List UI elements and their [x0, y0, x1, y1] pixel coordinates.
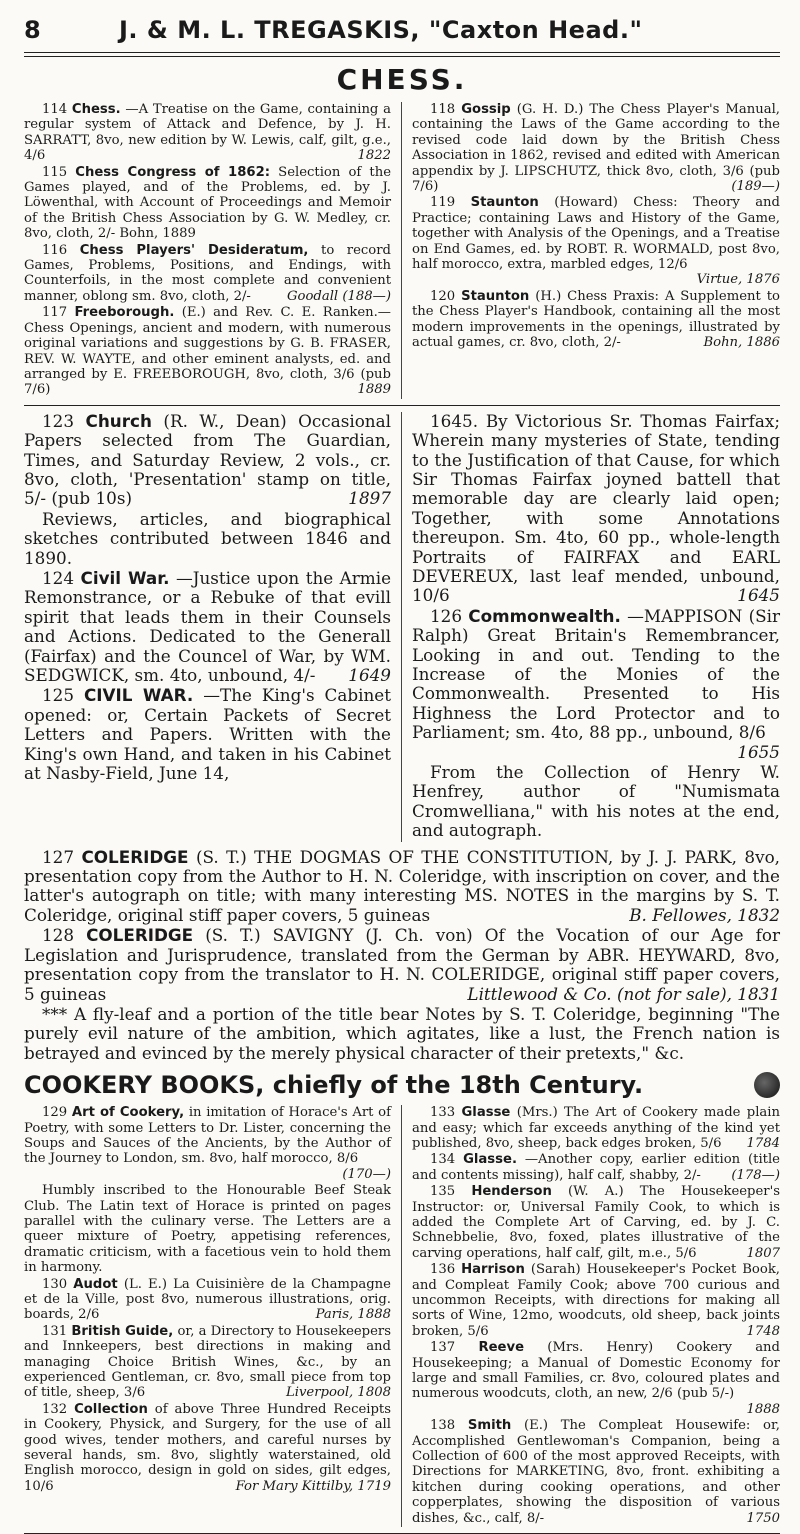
- entry-heading: Audot: [73, 1276, 118, 1292]
- entry-heading: Staunton: [461, 288, 530, 304]
- entry-imprint: 1645: [737, 585, 780, 606]
- entry-heading: Art of Cookery,: [71, 1105, 185, 1121]
- entry-number: 117: [42, 305, 68, 321]
- chess-divider: [24, 405, 780, 406]
- entry-text: —A Treatise on the Game, containing a regular system of Attack and Defence, by J. H. SARRATT, 8vo, new edition by W. Lewis, calf, gilt, g.e., 4/6: [24, 102, 391, 164]
- catalogue-entry: [24, 1005, 780, 1063]
- entry-heading: British Guide,: [71, 1323, 174, 1339]
- catalogue-entry: [412, 763, 780, 841]
- catalogue-entry: [24, 243, 391, 305]
- entry-imprint: 1750: [746, 1510, 780, 1526]
- entry-imprint: 1784: [746, 1135, 780, 1151]
- entry-text: (E.) and Rev. C. E. Ranken.—Chess Openings, ancient and modern, with numerous original variations and suggestions by G. B. FRASER, REV. W. WAYTE, and other eminent analysts, ed. and arranged by E. FREEBOROUGH, 8vo, cloth, 3/6 (pub 7/6): [24, 305, 391, 398]
- entry-text: in imitation of Horace's Art of Poetry, with some Letters to Dr. Lister, concerning the Soups and Sauces of the Ancients, by the Author of the Journey to London, sm. 8vo, half morocco, 8/6: [24, 1105, 391, 1167]
- entry-imprint: Littlewood & Co. (not for sale), 1831: [467, 983, 780, 1004]
- catalogue-entry: [24, 102, 391, 164]
- entry-text: (R. W., Dean) Occasional Papers selected from The Guardian, Times, and Saturday Review, 2 vols., cr. 8vo, cloth, 'Presentation' stamp on title, 5/- (pub 10s): [24, 410, 391, 509]
- entry-number: 130: [42, 1276, 68, 1292]
- entry-number: 133: [430, 1105, 456, 1121]
- entry-heading: Chess Players' Desideratum,: [79, 242, 309, 258]
- entry-text: (S. T.) THE DOGMAS OF THE CONSTITUTION, by J. J. PARK, 8vo, presentation copy from the Author to H. N. Coleridge, with inscription on cover, and the latter's autograph on title; with many interesting MS. NOTES in the margins by S. T. Coleridge, original stiff paper covers, 5 guineas: [24, 846, 780, 925]
- entry-text: —Justice upon the Armie Remonstrance, or a Rebuke of that evill spirit that leads them in their Counsels and Actions. Dedicated to the Generall (Fairfax) and the Councel of War, by WM. SEDGWICK, sm. 4to, unbound, 4/-: [24, 567, 391, 685]
- entry-number: 124: [42, 567, 75, 588]
- catalogue-entry: [24, 686, 391, 783]
- cookery-title-text: COOKERY BOOKS, chiefly of the 18th Century.: [24, 1071, 644, 1100]
- entry-heading: Freeborough.: [74, 305, 175, 321]
- catalogue-entry: [412, 412, 780, 606]
- entry-heading: Reeve: [478, 1340, 525, 1356]
- entry-text: to record Games, Problems, Positions, and Endings, with Counterfoils, in the most complete and convenient manner, oblong sm. 8vo, cloth, 2/-: [24, 242, 391, 304]
- cookery-section-title: [24, 1071, 780, 1099]
- entry-heading: Glasse: [461, 1105, 511, 1121]
- catalogue-entry: [24, 510, 391, 568]
- catalogue-entry: [24, 1402, 391, 1494]
- entry-imprint: Goodall (188—): [287, 288, 391, 304]
- entry-heading: COLERIDGE: [86, 925, 194, 946]
- catalogue-entry: [24, 1324, 391, 1401]
- catalogue-entry: [412, 289, 780, 351]
- catalogue-entry: [24, 1105, 391, 1182]
- catalogue-entry: [412, 195, 780, 287]
- entry-imprint: Virtue, 1876: [696, 272, 780, 288]
- chess-top-right-column: [402, 102, 780, 399]
- entry-imprint: Paris, 1888: [315, 1307, 391, 1323]
- running-head: J. & M. L. TREGASKIS, "Caxton Head.": [119, 16, 643, 44]
- entry-text: (Mrs. Henry) Cookery and Housekeeping; a Manual of Domestic Economy for large and small Families, cr. 8vo, coloured plates and numerous woodcuts, cloth, an new, 2/6 (pub 5/-): [412, 1340, 780, 1402]
- chess-mid-columns: [24, 412, 780, 842]
- catalogue-entry: [24, 412, 391, 509]
- entry-number: 116: [42, 242, 68, 258]
- entry-imprint: 1822: [357, 148, 391, 164]
- entry-text: *** A fly-leaf and a portion of the title bear Notes by S. T. Coleridge, beginning "The purely evil nature of the ambition, which agitates, like a lust, the French nation is betrayed and evinced by the merely physical character of their pretexts," &c.: [24, 1003, 780, 1063]
- header-rule-thin: [24, 56, 780, 57]
- chess-section-title: CHESS.: [336, 63, 468, 96]
- page-number: 8: [24, 16, 41, 44]
- entry-text: —The King's Cabinet opened: or, Certain Packets of Secret Letters and Papers. Written with the King's own Hand, and taken in his Cabinet at Nasby-Field, June 14,: [24, 685, 391, 784]
- catalogue-entry: [24, 1277, 391, 1323]
- entry-heading: CIVIL WAR.: [83, 685, 194, 706]
- entry-text: From the Collection of Henry W. Henfrey, author of "Numismata Cromwelliana," with his notes at the end, and autograph.: [412, 762, 780, 841]
- entry-text: (L. E.) La Cuisinière de la Champagne et de la Ville, post 8vo, numerous illustrations, orig. boards, 2/6: [24, 1276, 391, 1323]
- entry-heading: Staunton: [470, 195, 539, 211]
- entry-text: (G. H. D.) The Chess Player's Manual, containing the Laws of the Game according to the revised code laid down by the British Chess Association in 1862, revised and edited with American appendix by J. LIPSCHUTZ, thick 8vo, cloth, 3/6 (pub 7/6): [412, 102, 780, 195]
- entry-imprint: 1888: [746, 1401, 780, 1417]
- entry-imprint: 1655: [737, 741, 780, 762]
- entry-imprint: (178—): [731, 1167, 780, 1183]
- catalogue-entry: [412, 1152, 780, 1183]
- chess-top-columns: [24, 102, 780, 399]
- coleridge-entries: [24, 848, 780, 1063]
- catalogue-entry: [24, 165, 391, 242]
- entry-text: Reviews, articles, and biographical sketches contributed between 1846 and 1890.: [24, 508, 391, 568]
- entry-text: (W. A.) The Housekeeper's Instructor: or, Universal Family Cook, to which is added the Complete Art of Carving, ed. by J. C. Schnebbelie, 8vo, foxed, plates illustrative of the carving operations, half calf, gilt, m.e., 5/6: [412, 1184, 780, 1261]
- ornament-icon: [754, 1072, 780, 1098]
- entry-heading: Henderson: [471, 1184, 552, 1200]
- entry-imprint: 1889: [357, 382, 391, 398]
- entry-number: 119: [430, 195, 456, 211]
- page-header: [24, 12, 780, 52]
- entry-number: 132: [42, 1401, 68, 1417]
- entry-number: 134: [430, 1152, 456, 1168]
- cookery-right-column: [402, 1105, 780, 1527]
- entry-number: 118: [430, 102, 456, 117]
- cookery-columns: [24, 1105, 780, 1527]
- entry-number: 137: [430, 1340, 456, 1356]
- entry-text: 1645. By Victorious Sr. Thomas Fairfax; Wherein many mysteries of State, tending to the Justification of that Cause, for which Sir Thomas Fairfax joyned battell that memorable day are clearly laid open; Together, with some Annotations thereupon. Sm. 4to, 60 pp., whole-length Portraits of FAIRFAX and EARL DEVEREUX, last leaf mended, unbound, 10/6: [412, 410, 780, 606]
- cookery-left-column: [24, 1105, 402, 1527]
- entry-number: 127: [42, 846, 75, 867]
- entry-text: (S. T.) SAVIGNY (J. Ch. von) Of the Vocation of our Age for Legislation and Jurisprudence, translated from the German by ABR. HEYWARD, 8vo, presentation copy from the translator to H. N. COLERIDGE, original stiff paper covers, 5 guineas: [24, 925, 780, 1004]
- entry-number: 123: [42, 410, 75, 431]
- catalogue-entry: [412, 607, 780, 762]
- entry-imprint: 1748: [746, 1323, 780, 1339]
- entry-text: (E.) The Compleat Housewife: or, Accomplished Gentlewoman's Companion, being a Collection of 600 of the most approved Receipts, with Directions for MARKETING, 8vo, front. exhibiting a kitchen during cooking operations, and other copperplates, showing the disposition of various dishes, &c., calf, 8/-: [412, 1418, 780, 1526]
- entry-number: 126: [430, 605, 463, 626]
- entry-number: 128: [42, 925, 75, 946]
- entry-imprint: B. Fellowes, 1832: [629, 904, 780, 925]
- catalogue-entry: [24, 848, 780, 926]
- entry-imprint: 1897: [348, 488, 391, 509]
- entry-heading: Commonwealth.: [468, 605, 621, 626]
- entry-number: 125: [42, 685, 75, 706]
- entry-text: (Mrs.) The Art of Cookery made plain and easy; which far exceeds anything of the kind yet published, 8vo, sheep, back edges broken, 5/6: [412, 1105, 780, 1151]
- entry-heading: Chess Congress of 1862:: [75, 164, 271, 180]
- entry-imprint: (170—): [342, 1166, 391, 1182]
- chess-top-left-column: [24, 102, 402, 399]
- entry-number: 136: [430, 1262, 456, 1278]
- entry-text: —Another copy, earlier edition (title and contents missing), half calf, shabby, 2/-: [412, 1152, 780, 1183]
- entry-heading: Collection: [74, 1401, 148, 1417]
- entry-text: (H.) Chess Praxis: A Supplement to the Chess Player's Handbook, containing all the most modern improvements in the openings, illustrated by actual games, cr. 8vo, cloth, 2/-: [412, 288, 780, 351]
- entry-heading: Chess.: [71, 102, 121, 117]
- catalogue-page: [24, 12, 780, 1526]
- entry-heading: Church: [85, 410, 152, 431]
- entry-text: or, a Directory to Housekeepers and Innkeepers, best directions in making and managing Choice British Wines, &c., by an experienced Gentleman, cr. 8vo, small piece from top of title, sheep, 3/6: [24, 1323, 391, 1401]
- entry-text: Selection of the Games played, and of the Problems, ed. by J. Löwenthal, with Account of Proceedings and Memoir of the British Chess Association by G. W. Medley, cr. 8vo, cloth, 2/- Bohn, 1889: [24, 164, 391, 242]
- catalogue-entry: [412, 1340, 780, 1417]
- entry-number: 115: [42, 164, 68, 180]
- catalogue-entry: [412, 1262, 780, 1339]
- entry-number: 120: [430, 288, 456, 304]
- entry-text: of above Three Hundred Receipts in Cookery, Physick, and Surgery, for the use of all good wives, tender mothers, and careful nurses by several hands, sm. 8vo, slightly waterstained, old English morocco, design in gold on sides, gilt edges, 10/6: [24, 1401, 391, 1494]
- entry-text: (Howard) Chess: Theory and Practice; containing Laws and History of the Game, together with Analysis of the Openings, and a Treatise on End Games, ed. by ROBT. R. WORMALD, post 8vo, half morocco, extra, marbled edges, 12/6: [412, 195, 780, 273]
- catalogue-entry: [412, 1105, 780, 1151]
- chess-mid-right-column: [402, 412, 780, 842]
- entry-imprint: Bohn, 1886: [703, 335, 780, 351]
- entry-heading: COLERIDGE: [81, 846, 189, 867]
- catalogue-entry: [24, 305, 391, 397]
- entry-number: 135: [430, 1184, 456, 1200]
- entry-number: 114: [42, 102, 68, 117]
- entry-text: Humbly inscribed to the Honourable Beef Steak Club. The Latin text of Horace is printed on pages parallel with the culinary verse. The Letters are a queer mixture of Poetry, appetising references, dramatic criticism, with a facetious vein to hold them in harmony.: [24, 1183, 391, 1276]
- chess-mid-left-column: [24, 412, 402, 842]
- entry-heading: Gossip: [461, 102, 511, 117]
- entry-text: —MAPPISON (Sir Ralph) Great Britain's Remembrancer, Looking in and out. Tending to the Increase of the Monies of the Commonwealth. Presented to His Highness the Lord Protector and to Parliament; sm. 4to, 88 pp., unbound, 8/6: [412, 605, 780, 743]
- catalogue-entry: [412, 1184, 780, 1261]
- catalogue-entry: [24, 926, 780, 1004]
- entry-heading: Glasse.: [463, 1152, 517, 1168]
- catalogue-entry: [412, 102, 780, 194]
- entry-imprint: 1807: [746, 1245, 780, 1261]
- catalogue-entry: [412, 1418, 780, 1526]
- entry-number: 129: [42, 1105, 68, 1121]
- entry-imprint: 1649: [348, 665, 391, 685]
- entry-imprint: (189—): [731, 179, 780, 195]
- entry-imprint: For Mary Kittilby, 1719: [235, 1478, 391, 1494]
- catalogue-entry: [24, 569, 391, 685]
- entry-number: 131: [42, 1323, 68, 1339]
- entry-heading: Smith: [467, 1418, 512, 1434]
- entry-imprint: Liverpool, 1808: [285, 1385, 391, 1401]
- entry-heading: Civil War.: [80, 567, 170, 588]
- entry-number: 138: [430, 1418, 456, 1434]
- catalogue-entry: [24, 1183, 391, 1275]
- entry-text: (Sarah) Housekeeper's Pocket Book, and Compleat Family Cook; above 700 curious and uncommon Receipts, with directions for making all sorts of Wine, 12mo, woodcuts, old sheep, back joints broken, 5/6: [412, 1262, 780, 1339]
- header-rule: [24, 52, 780, 53]
- entry-heading: Harrison: [461, 1262, 525, 1278]
